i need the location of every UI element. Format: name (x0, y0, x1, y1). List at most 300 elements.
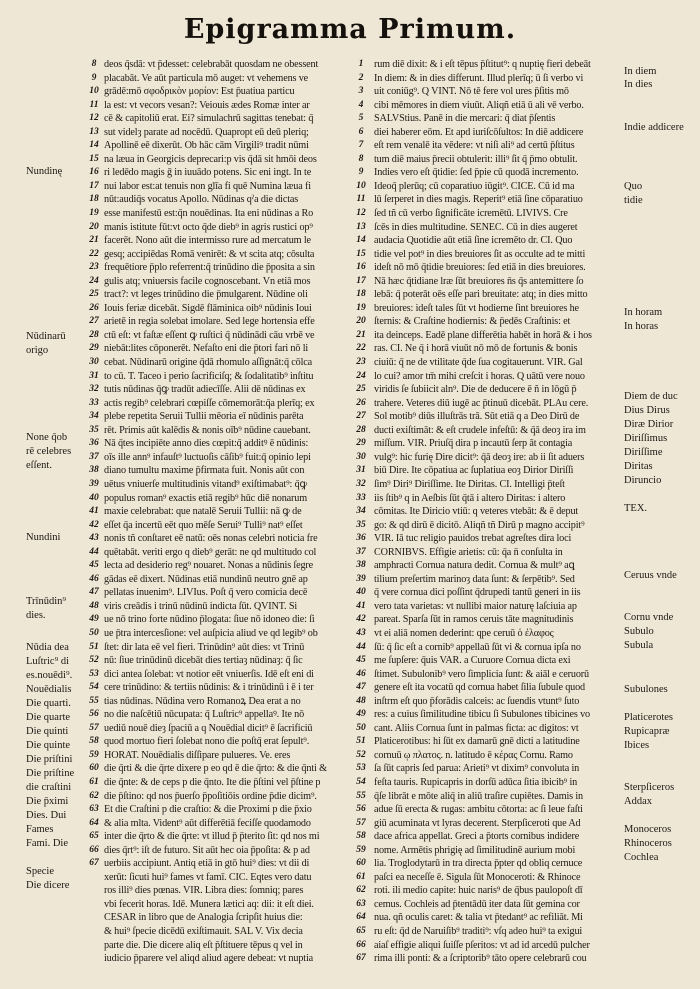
line-number: 23 (89, 262, 99, 273)
line-number: 16 (356, 262, 366, 273)
text-line: ſa ſūt capris ſed parua: Arieti⁹ vt dixim⁹ convoluta in (374, 763, 580, 775)
margin-note: Specie (26, 866, 54, 877)
text-line: tutis nūdinas q̄ꝙ tradūt adiecīſſe. Alii dē nūdinas ex (104, 384, 306, 396)
line-number: 38 (356, 560, 366, 571)
margin-note: Fami. Die (26, 838, 68, 849)
line-number: 21 (89, 235, 99, 246)
line-number: 3 (358, 86, 364, 97)
text-line: arietē in regia solebat imolare. Sed lege hortensia effe (104, 316, 315, 328)
line-number: 14 (89, 140, 99, 151)
line-number: 59 (356, 844, 366, 855)
text-line: VIR. Iā tuc religio pauidos trebat agreſtes dira loci (374, 533, 572, 545)
line-number: 43 (356, 627, 366, 638)
text-line: eſt rem venalē ita vēdere: vt niſi ali⁹ ad certū p̄ſtitus (374, 140, 575, 152)
text-line: grādē:mō σφοδρικὸν μορίον: Est p̄uatiua particu (104, 86, 295, 98)
text-line: vulg⁹: hic furię Dire dicit⁹: q̄ā deoȝ ire: ab ii ſit aduers (374, 451, 585, 463)
text-line: res: a cuius ſimilitudine tibicu ſi Subulones tibicines vo (374, 709, 590, 721)
line-number: 55 (356, 790, 366, 801)
margin-note: Die priſtine (26, 768, 75, 779)
margin-note: TEX. (624, 503, 648, 514)
text-line: giū acuminata vt lyras decerent. Sterpſiceroti que Ad (374, 817, 581, 829)
margin-note: Cornu vnde (624, 612, 674, 623)
margin-note: rē celebres (26, 446, 72, 457)
line-number: 60 (356, 858, 366, 869)
line-number: 54 (89, 682, 99, 693)
line-number: 44 (356, 641, 366, 652)
margin-note: Rupicapræ (624, 726, 670, 737)
page-header (0, 14, 700, 52)
right-line-numbers (352, 58, 370, 966)
text-line: tias nūdinas. Nūdina vero Romanoꝝ Dea erat a no (104, 695, 301, 707)
text-line: & hui⁹ ſpecie dicēdū exiſtimauit. SAL V. Vix decia (104, 926, 303, 937)
line-number: 27 (89, 316, 99, 327)
line-number: 15 (356, 248, 366, 259)
text-line: Nā q̄tes incipiēte anno dies cœpit:q̄ additꝰ ē nūdinis: (104, 438, 309, 450)
line-number: 24 (89, 275, 99, 286)
text-line: la est: vt vecors vesan?: Veiouis ædes Romæ inter ar (104, 99, 310, 111)
text-line: parte die. Die dicere aliq eſt p̄ſtituere tēpus q vel in (104, 939, 303, 951)
line-number: 29 (89, 343, 99, 354)
text-line: Platicerotibus: hi ſūt ex damarū gnē dicti a latitudine (374, 736, 580, 748)
text-line: Sol motib⁹ diūs illuſtrās trā. Sūt etiā q a Deo Dirū de (374, 411, 580, 423)
line-number: 32 (89, 384, 99, 395)
margin-note: Cochlea (624, 852, 659, 863)
text-line: gesq; accipiēdas Romā venirēt: & vt scita atq; cōsulta (104, 248, 315, 260)
line-number: 29 (356, 438, 366, 449)
text-line: inter die q̄rto & die q̄rte: vt illud p̄ p̄terito ſit: qd nos mi (104, 831, 320, 843)
text-line: die q̄nte: & de ceps p die q̄nto. Ite die p̄ſtini vel p̄ſtine p (104, 776, 321, 788)
text-line: lebā: q̄ poterāt oēs eſſe pari breuitate: atq; in dies mitto (374, 289, 588, 301)
line-number: 8 (91, 59, 97, 69)
line-number: 63 (356, 898, 366, 909)
line-number: 61 (89, 776, 99, 787)
text-line: ſtet: dir lata eē vel fieri. Trinūdin⁹ aūt dies: vt Trinū (104, 641, 305, 653)
line-number: 22 (89, 248, 99, 259)
text-line: lo cui? amor tm̄ mihi creſcit i horas. Q uātū vere nouo (374, 370, 585, 382)
line-number: 33 (89, 397, 99, 408)
line-number: 59 (89, 749, 99, 760)
margin-note: Diritas (624, 461, 653, 472)
line-number: 50 (356, 722, 366, 733)
text-line: Iouis feriæ dicebāt. Sigdē flāminica oib⁹ nūdinis Ioui (104, 302, 312, 314)
line-number: 46 (89, 573, 99, 584)
line-number: 48 (89, 600, 99, 611)
line-number: 39 (89, 478, 99, 489)
line-number: 42 (89, 519, 99, 530)
text-line: miſſum. VIR. Priuſq̄ dira p incautū ſerp āt contagia (374, 438, 573, 450)
line-number: 47 (356, 682, 366, 693)
text-line: adue ſū erecta & rugas: ambitu cōtorta: ac ſi leue faſti (374, 804, 583, 816)
line-number: 67 (89, 858, 99, 869)
margin-note: Diræ Dirior (624, 419, 674, 430)
line-number: 52 (89, 655, 99, 666)
text-line: deos q̄sdā: vt p̄desset: celebrabāt quosdam ne obessent (104, 59, 319, 70)
margin-note: Die quarte (26, 712, 71, 723)
text-line: oīs ille ann⁹ infauſt⁹ luctuoſis cāſib⁹ fuit:q̄ opinio lepi (104, 451, 311, 463)
margin-note: eſſent. (26, 460, 52, 471)
text-line: CESAR in libro que de Analogia ſcripſit huius die: (104, 912, 303, 924)
text-line: maxie celebrabat: que natalē Seruii Tullii: nā ꝙ de (104, 506, 302, 518)
page-title: Epigramma Primum. (183, 14, 517, 45)
margin-note: dies. (26, 610, 46, 621)
margin-note: Die p̄ximi (26, 796, 69, 807)
line-number: 14 (356, 235, 366, 246)
margin-note: Diem de duc (624, 391, 678, 402)
text-line: ſtimet. Subulonib⁹ vero ſimplicia ſunt: & aiāl e ceruorū (374, 668, 589, 680)
line-number: 8 (358, 153, 364, 164)
line-number: 13 (356, 221, 366, 232)
text-line: quētabāt. veriti ergo q dieb⁹ gerāt: ne qd multitudo col (104, 546, 317, 558)
line-number: 19 (89, 208, 99, 219)
line-number: 43 (89, 533, 99, 544)
text-line: aiaſ effigie aliqui ſuiſſe pſeritos: vt ad id arcedū pulcher (374, 939, 590, 951)
line-number: 45 (89, 560, 99, 571)
line-number: 58 (89, 736, 99, 747)
line-number: 24 (356, 370, 366, 381)
line-number: 18 (89, 194, 99, 205)
text-line: feſta tauris. Rupicapris in dorſū adūca ſitia ibicib⁹ in (374, 776, 578, 788)
text-line: tum diē maius p̄recii obtulerit: illi⁹ ſit q̄ p̄mo obtulit. (374, 153, 578, 165)
margin-note: Dius Dirus (624, 405, 670, 416)
text-line: eſſet q̄a incertū eēt quo mēſe Serui⁹ Tulli⁹ nat⁹ eſſet (104, 519, 303, 531)
line-number: 34 (356, 506, 366, 517)
text-line: HORAT. Nouēdialis diſſipare pulueres. Ve. eres (104, 749, 291, 761)
text-line: cōmitas. Ite Diricio vtiū: q veteres vtebāt: & ē deput (374, 506, 579, 518)
line-number: 4 (358, 99, 364, 110)
text-line: SALVStius. Panē in die mercari: q̄ diat p̄ſentis (374, 113, 556, 125)
line-number: 51 (89, 641, 99, 652)
margin-note: Rhinoceros (624, 838, 672, 849)
line-number: 65 (356, 926, 366, 936)
text-line: pellatas inuenim⁹. LIVIus. Poſt q̄ vero comicia decē (104, 587, 308, 599)
text-line: Apollinē eē dixerūt. Ob hāc cām Virgiliꝰ tradit nūmi (104, 140, 309, 152)
line-number: 53 (356, 763, 366, 774)
margin-note: Dies. Dui (26, 810, 67, 821)
text-line: frequētiore p̄plo referrent:q̄ trinūdino die p̄posita a sin (104, 262, 315, 274)
line-number: 49 (356, 709, 366, 720)
text-line: plebe repetita Seruii Tullii mēoria eī nūdinis parēta (104, 411, 304, 423)
margin-note: Die quinti (26, 726, 69, 737)
line-number: 62 (89, 790, 99, 801)
line-number: 33 (356, 492, 366, 503)
text-line: In diem: & in dies differunt. Illud plerīq; ū ſi verbo vi (374, 72, 584, 84)
line-number: 20 (356, 316, 366, 327)
margin-note: Sterpſiceros (624, 782, 675, 793)
line-number: 56 (356, 804, 366, 815)
line-number: 44 (89, 546, 99, 557)
text-line: ctū eſt: vt faſtæ eſſent ꝙ ruſtici q̄ nūdinādi cāu vrbē ve (104, 329, 315, 341)
line-number: 57 (89, 722, 99, 733)
text-line: diano tumultu maxime p̄firmata fuit. Nonis aūt con (104, 465, 305, 477)
text-line: facerēt. Nono aūt die intermisso rure ad mercatum le (104, 235, 311, 247)
text-line: ru eſt: q̄d de Naruiſib⁹ traditi⁹: vſq adeo hui⁹ ta exigui (374, 926, 583, 937)
text-line: breuiores: ideſt tales ſūt vt hodierne ſint breuiores he (374, 302, 579, 314)
text-line: populus roman⁹ exactis etiā regib⁹ hūc diē nonarum (104, 492, 308, 504)
right-text-column (374, 58, 622, 966)
text-line: pareat. Sparſa ſūt in ramos ceruis tāte magnitudinis (374, 614, 574, 626)
line-number: 22 (356, 343, 366, 354)
line-number: 26 (89, 302, 99, 313)
text-line: q̄ vere cornua dici poſſint q̄drupedi tantū generi in iis (374, 587, 581, 599)
line-number: 18 (356, 289, 366, 300)
margin-note: origo (26, 345, 49, 356)
line-number: 25 (356, 384, 366, 395)
text-line: gulis atq; vniuersis facile cognoscebant. Vn etiā mos (104, 275, 311, 287)
margin-note: Ceruus vnde (624, 570, 677, 581)
margin-note: Trīnūdin⁹ (26, 596, 67, 607)
line-number: 16 (89, 167, 99, 178)
text-line: actis regib⁹ celebrari cœpiſſe cōmemorāt:q̄a plerīq; ex (104, 397, 315, 409)
line-number: 9 (91, 72, 97, 83)
line-number: 47 (89, 587, 99, 598)
line-number: 56 (89, 709, 99, 720)
text-line: iudicio p̄parere vel aliqd aliud agere debeat: vt nuptia (104, 953, 313, 965)
text-line: die p̄ſtino: qd nos p̄uerſo p̄poſitiōis ordine p̄die dicim⁹. (104, 790, 317, 802)
text-line: me ſupſere: q̄uis VAR. a Curuore Cornua dicta exi (374, 655, 571, 667)
text-line: ſed tñ cū verbo ſignificāte icremētū. LIVIVS. Cre (374, 208, 568, 220)
line-number: 66 (89, 844, 99, 855)
text-line: rēt. Primis aūt kalēdis & nonis oīb⁹ nūdine cauebant. (104, 424, 311, 436)
line-number: 23 (356, 357, 366, 368)
line-number: 11 (89, 99, 99, 110)
margin-note: Diriſſimus (624, 433, 668, 444)
text-line: ue nō trino forte nūdino p̄logata: ſiue nō idoneo die: ſi (104, 614, 315, 626)
text-line: nui labor est:at tenuis non glīa fi quē Numina læua fi (104, 180, 311, 192)
text-line: uit coniūg⁹. Q VINT. Nō tē fere vol ures p̄ſitis mō (374, 86, 569, 98)
text-line: tract?: vt leges trinūdino die p̄mulgarent. Nūdine oli (104, 289, 308, 301)
line-number: 19 (356, 302, 366, 313)
text-line: ſcēs in dies multitudine. SENEC. Cū in dies augeret (374, 221, 578, 233)
line-number: 35 (89, 424, 99, 435)
line-number: 17 (356, 275, 366, 286)
margin-note: None q̄ob (26, 432, 68, 443)
margin-note: Nūdia dea (26, 642, 69, 653)
margin-note: Subulones (624, 684, 668, 695)
line-number: 2 (358, 72, 364, 83)
line-number: 15 (89, 153, 99, 164)
text-line: iis ſtib⁹ q in Aeſbis ſūt q̄tā i altero Diritas: i altero (374, 492, 566, 504)
text-line: niebāt:lites cōponerēt. Nefaſto eni die p̄tori fari nō li (104, 343, 309, 355)
line-number: 5 (358, 113, 364, 124)
line-number: 61 (356, 871, 366, 882)
line-number: 28 (356, 424, 366, 435)
line-number: 7 (358, 140, 364, 151)
line-number: 35 (356, 519, 366, 530)
line-number: 11 (356, 194, 366, 205)
text-line: vt ei aliā nomen dederint: qpe ceruū ὁ ἐλαφος (374, 627, 554, 639)
text-line: ideſt nō mō q̄tidie breuiores: ſed etiā in dies breuiores. (374, 262, 586, 274)
text-line: CORNIBVS. Effigie arietis: cū: q̄a n̄ conſulta in (374, 546, 563, 558)
line-number: 42 (356, 614, 366, 625)
text-line: biū Dire. Ite cōpatiua ac ſuplatiua eoȝ Dirior Diriſſi (374, 465, 574, 477)
text-line: cemus. Cochleis ad p̄tentādū iter data ſūt gemina cor (374, 898, 580, 910)
line-number: 31 (356, 465, 366, 476)
line-number: 40 (89, 492, 99, 503)
line-number: 66 (356, 939, 366, 950)
margin-note: Addax (624, 796, 652, 807)
text-line: dici antea ſolebat: vt notior eēt vniuerſis. Idē eſt eni di (104, 668, 314, 680)
text-line: go: & qd dirū ē dicitō. Aliqñ tñ Dirū p magno accipit⁹ (374, 519, 585, 531)
line-number: 28 (89, 329, 99, 340)
line-number: 1 (358, 59, 364, 69)
text-line: ita deinceps. Eadē plane differētia habēt in horā & i hos (374, 329, 592, 341)
line-number: 63 (89, 804, 99, 815)
margin-note: In dies (624, 79, 653, 90)
text-line: no die naſcētiū nūcupata: q̄ Luſtric⁹ appellaꝰ. Ite nō (104, 709, 305, 721)
line-number: 51 (356, 736, 366, 747)
margin-note: Die quinte (26, 740, 71, 751)
margin-note: Monoceros (624, 824, 672, 835)
text-line: xerūt: ſicuti hui⁹ fames vt famī. CIC. Eqtes vero datu (104, 871, 312, 883)
text-line: vero tata varietas: vt nullibi maior naturę laſciuia ap (374, 600, 577, 612)
text-line: to cū. T. Taceo i perio ſacrificiſq; & ſodalitatib⁹ inſtitu (104, 370, 314, 382)
line-number: 36 (356, 533, 366, 544)
line-number: 37 (89, 451, 99, 462)
text-line: quod mortuo fieri ſolebat nono die poſtq̄ erat ſepult⁹. (104, 736, 310, 748)
text-line: ue p̄tra intercesſione: vel auſpicia aliud ve qd legib⁹ ob (104, 627, 318, 639)
text-line: gādas eē dixert. Nūdinas etiā nundinū neutro gnē ap (104, 573, 308, 585)
line-number: 27 (356, 411, 366, 422)
line-number: 62 (356, 885, 366, 896)
text-line: dace africa appellat. Greci a p̄torts cornibus indidere (374, 831, 580, 843)
margin-note: Ibices (624, 740, 650, 751)
margin-note: Indie addicere (624, 122, 684, 133)
line-number: 41 (89, 506, 99, 517)
line-number: 41 (356, 600, 366, 611)
margin-note: In horas (624, 321, 659, 332)
margin-note: Platicerotes (624, 712, 673, 723)
text-line: rima illi ponti: & a ſcriptorib⁹ tāto opere celebrarū cou (374, 953, 587, 965)
text-line: placabāt. Ve aūt particula mō auget: vt vehemens ve (104, 72, 309, 84)
line-number: 40 (356, 587, 366, 598)
line-number: 50 (89, 627, 99, 638)
line-number: 53 (89, 668, 99, 679)
margin-note: die craſtini (26, 782, 72, 793)
text-line: ras. CI. Ne q̄ i horā viuūt nō mō de fortunis & bonis (374, 343, 578, 355)
text-line: genere eſt ita vocatū qd cornua habet ſilia ſubule quod (374, 682, 585, 694)
margin-note: Diriſſime (624, 447, 663, 458)
line-number: 49 (89, 614, 99, 625)
text-line: uētus vniuerſe multitudinis vitand⁹ exiſtimabat⁹: q̄ꝙ (104, 478, 308, 490)
text-line: ducti exiſtimāt: & eſt crudele infeſtū: & q̄ā deoȝ ira im (374, 424, 586, 436)
text-line: Ideoq̄ plerūq; cū coparatiuo iūgit⁹. CICE. Cū id ma (374, 180, 575, 192)
margin-note: In horam (624, 307, 663, 318)
text-line: viridis ſe ſubiicit aln⁹. Die de deducere ē ñ in lōgū p̄ (374, 384, 577, 396)
text-line: Indies vero eſt q̄tidie: ſed p̄pie cū quodā incremento. (374, 167, 579, 179)
text-line: nome. Armētis phrigię ad ſimilitudinē aurium mobi (374, 844, 576, 856)
text-line: lū ſerperet in dies magis. Reperit⁹ etiā ſine cōparatiuo (374, 194, 583, 206)
text-line: & alia mlta. Vident⁹ aūt differētiā feciſſe quodamodo (104, 817, 311, 829)
text-line: roti. ili medio capite: huic naris⁹ de q̄bus paulopoſt dī (374, 885, 583, 897)
line-number: 34 (89, 411, 99, 422)
text-line: Nā hæc q̄tidiane lræ ſūt breuiores n̄s q̄s antemittere ſo (374, 275, 584, 287)
line-number: 46 (356, 668, 366, 679)
line-number: 31 (89, 370, 99, 381)
line-number: 57 (356, 817, 366, 828)
line-number: 65 (89, 831, 99, 842)
text-line: cibi mēmores in diem viuūt. Aliqñ etiā ū ali vē verbo. (374, 99, 584, 111)
line-number: 17 (89, 180, 99, 191)
text-line: cant. Aliis Cornua ſunt in palmas ficta: ac digitos: vt (374, 722, 579, 734)
line-number: 37 (356, 546, 366, 557)
text-line: dies q̄rt⁹: iſt de futuro. Sit aūt hec oia p̄poſita: & p ad (104, 844, 310, 856)
left-margin-notes (26, 0, 86, 989)
text-line: tilium preſertim marinoȝ data ſunt: & ſerpētib⁹. Sed (374, 573, 575, 585)
text-line: lecta ad desiderio reg⁹ nouaret. Nonas a nūdinis ſegre (104, 560, 314, 572)
line-number: 52 (356, 749, 366, 760)
text-line: uediū nouē dieȝ ſpaciū a q Nouēdial dicit⁹ ē ſacrificiū (104, 722, 313, 734)
text-line: esse manifestū est:q̄n nouēdinas. Ita eni nūdinas a Ro (104, 208, 314, 220)
text-line: ſim⁹ Diri⁹ Diriſſime. Ite Diritas. CI. Intelligi p̄teſt (374, 478, 565, 490)
text-line: nonis tñ conſtaret eē natū: oēs nonas celebri noticia fre (104, 533, 318, 545)
text-line: cere trinūdino: & tertiis nūdinis: & i trinūdinū i ē i ter (104, 682, 314, 694)
margin-note: Die priſtini (26, 754, 73, 765)
margin-note: Diruncio (624, 475, 662, 486)
line-number: 64 (356, 912, 366, 923)
text-line: q̄ſe librāt e mōte aliq̄ in aliū traſire cupiētes. Damis in (374, 790, 583, 802)
line-number: 25 (89, 289, 99, 300)
line-number: 9 (358, 167, 364, 178)
line-number: 48 (356, 695, 366, 706)
text-line: cē & capitoliū erat. Ei? simulachrū sagittas tenebat: q̄ (104, 113, 314, 125)
line-number: 45 (356, 655, 366, 666)
line-number: 30 (89, 357, 99, 368)
margin-note: Fames (26, 824, 54, 835)
left-text-column (104, 58, 352, 966)
margin-note: tidie (624, 195, 643, 206)
text-line: nū: ſiue trinūdinū dicebāt dies tertiaȝ nūdinaȝ: q̄ ſic (104, 655, 303, 667)
text-line: cebat. Nūdinarū origine q̄dā rhomulo aſſignāt:q̄ cōlca (104, 357, 313, 369)
line-number: 20 (89, 221, 99, 232)
text-line: paſci ea neceſſe ē. Sigula ſūt Monoceroti: & Rhinoce (374, 871, 581, 883)
line-number: 21 (356, 329, 366, 340)
text-line: ros illi⁹ dies pœnas. VIR. Libra dies: ſomniq; pares (104, 885, 304, 897)
margin-note: Nundinę (26, 166, 63, 177)
text-line: tidie vel pot⁹ in dies breuiores ſit as occulte ad te mitti (374, 248, 586, 260)
line-number: 10 (356, 180, 366, 191)
text-line: na læua in Georgicis deprecari:p vis q̄dā sit hmōi deos (104, 153, 317, 165)
line-number: 26 (356, 397, 366, 408)
line-number: 67 (356, 953, 366, 964)
line-number: 32 (356, 478, 366, 489)
margin-note: Die quarti. (26, 698, 71, 709)
right-margin-notes (624, 0, 700, 989)
line-number: 60 (89, 763, 99, 774)
line-number: 36 (89, 438, 99, 449)
text-line: ri ledēdo magis ḡ in iuuādo potens. Sic eni ingt. In te (104, 167, 312, 179)
line-number: 6 (358, 126, 364, 137)
text-line: rum diē dixit: & i eſt tēpus p̄ſtitut⁹: q nuptię fieri debeāt (374, 59, 591, 70)
margin-note: Nouēdialis (26, 684, 72, 695)
text-line: ſternis: & Craſtine hodiernis: & p̄edēs Craſtinis: et (374, 316, 571, 328)
margin-note: In diem (624, 66, 657, 77)
margin-note: Nūdinarū (26, 331, 66, 342)
margin-note: es.nouēdi⁹. (26, 670, 73, 681)
line-number: 58 (356, 831, 366, 842)
line-number: 38 (89, 465, 99, 476)
text-line: cornuū ῳ πλατος. n. latitudo ē κέρας Cornu. Ramo (374, 749, 573, 761)
line-number: 12 (89, 113, 99, 124)
text-line: nūt:audiq̄s vocatus Apollo. Nūdinas qˀa die dictas (104, 194, 299, 206)
margin-note: Nundini (26, 532, 61, 543)
text-line: Et die Craſtini p die craſtio: & die Proximi p die p̄xio (104, 804, 312, 816)
line-number: 54 (356, 776, 366, 787)
line-number: 30 (356, 451, 366, 462)
left-line-numbers (86, 58, 102, 871)
margin-note: Luſtric⁹ di (26, 656, 70, 667)
line-number: 55 (89, 695, 99, 706)
text-line: vbi fecerit horas. Idē. Munera lætici aq: dii: it eſt diei. (104, 898, 314, 910)
